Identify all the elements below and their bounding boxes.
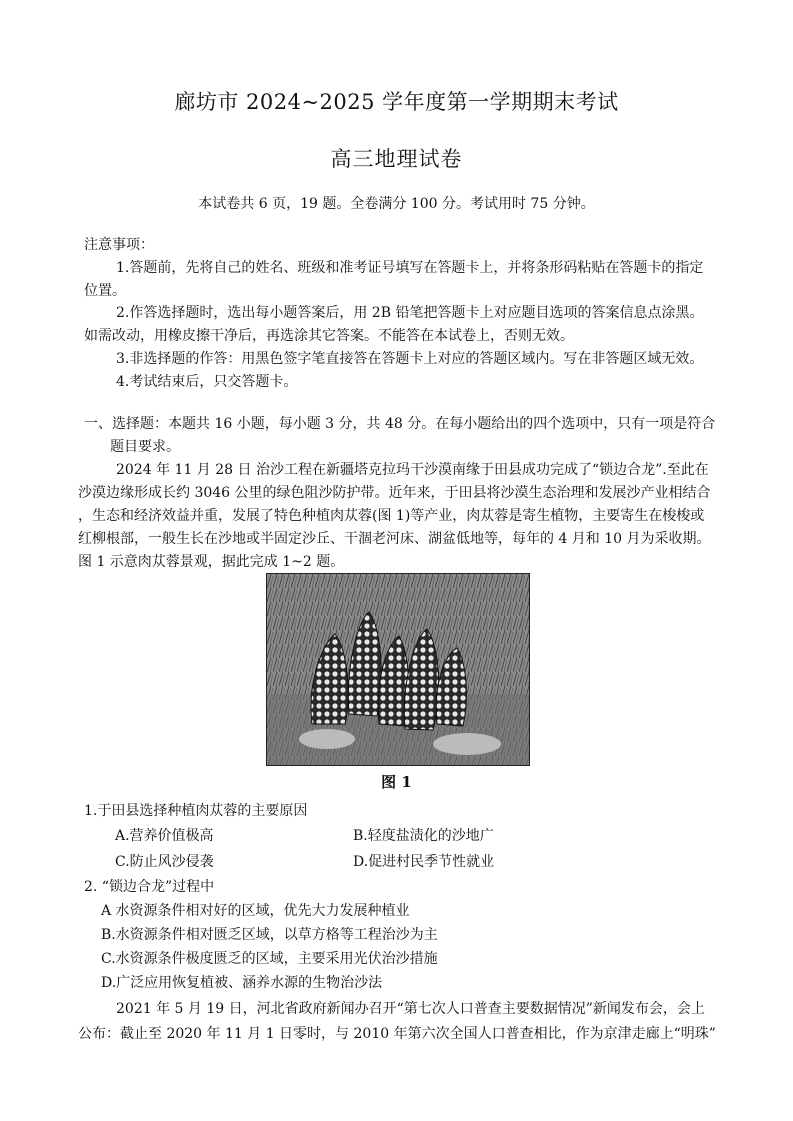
- exam-title: 廊坊市 2024~2025 学年度第一学期期末考试: [174, 90, 619, 114]
- notes-heading: 注意事项：: [84, 237, 154, 253]
- notes-item-2-line-1: 2.作答选择题时，选出每小题答案后，用 2B 铅笔把答题卡上对应题目选项的答案信息点涂黑。: [116, 305, 704, 321]
- notes-item-2-line-2: 如需改动，用橡皮擦干净后，再选涂其它答案。不能答在本试卷上，否则无效。: [84, 328, 574, 344]
- passage-line-1: 2024 年 11 月 28 日 治沙工程在新疆塔克拉玛干沙漠南缘于田县成功完成了“锁边合龙”.至此在: [116, 462, 709, 478]
- notes-item-1-line-1: 1.答题前，先将自己的姓名、班级和准考证号填写在答题卡上，并将条形码粘贴在答题卡的指定: [116, 260, 704, 276]
- question-2-option-b: B.水资源条件相对匮乏区域，以草方格等工程治沙为主: [101, 927, 438, 943]
- notes-item-1-line-2: 位置。: [84, 283, 126, 299]
- notes-item-4: 4.考试结束后，只交答题卡。: [116, 374, 298, 390]
- passage-line-3: ，生态和经济效益并重，发展了特色种植肉苁蓉(图 1)等产业，肉苁蓉是寄生植物，主要寄生在梭梭或: [78, 508, 705, 524]
- question-2-option-a: A 水资源条件相对好的区域，优先大力发展种植业: [101, 903, 410, 919]
- passage-line-4: 红柳根部，一般生长在沙地或半固定沙丘、干涸老河床、湖盆低地等，每年的 4 月和 10 月为采收期。: [78, 531, 711, 547]
- exam-subtitle: 高三地理试卷: [330, 147, 463, 171]
- section-heading-line-1: 一、选择题：本题共 16 小题，每小题 3 分，共 48 分。在每小题给出的四个选项中，只有一项是符合: [84, 416, 716, 432]
- question-1-option-c: C.防止风沙侵袭: [115, 854, 214, 870]
- passage-line-2: 沙漠边缘形成长约 3046 公里的绿色阻沙防护带。近年来，于田县将沙漠生态治理和发展沙产业相结合: [78, 485, 711, 501]
- cistanche-photo-image: [267, 574, 529, 765]
- question-1-option-d: D.促进村民季节性就业: [353, 854, 495, 870]
- passage-2-line-2: 公布：截止至 2020 年 11 月 1 日零时，与 2010 年第六次全国人口普查相比，作为京津走廊上“明珠”: [78, 1026, 716, 1042]
- exam-intro: 本试卷共 6 页，19 题。全卷满分 100 分。考试用时 75 分钟。: [198, 196, 595, 212]
- passage-line-5: 图 1 示意肉苁蓉景观，据此完成 1~2 题。: [78, 554, 345, 570]
- notes-item-3: 3.非选择题的作答：用黑色签字笔直接答在答题卡上对应的答题区域内。写在非答题区域无效。: [116, 351, 704, 367]
- question-1-stem: 1.于田县选择种植肉苁蓉的主要原因: [84, 803, 308, 819]
- cistanche-photo: [266, 573, 530, 766]
- figure-caption: 图 1: [381, 773, 412, 791]
- question-2-stem: 2. “锁边合龙”过程中: [84, 879, 215, 895]
- passage-2-line-1: 2021 年 5 月 19 日，河北省政府新闻办召开“第七次人口普查主要数据情况”新闻发布会，会上: [116, 1001, 705, 1017]
- question-1-option-b: B.轻度盐渍化的沙地广: [353, 828, 494, 844]
- question-1-option-a: A.营养价值极高: [115, 828, 214, 844]
- question-2-option-d: D.广泛应用恢复植被、涵养水源的生物治沙法: [101, 975, 383, 991]
- question-2-option-c: C.水资源条件极度匮乏的区域，主要采用光伏治沙措施: [101, 951, 438, 967]
- section-heading-line-2: 题目要求。: [110, 439, 180, 455]
